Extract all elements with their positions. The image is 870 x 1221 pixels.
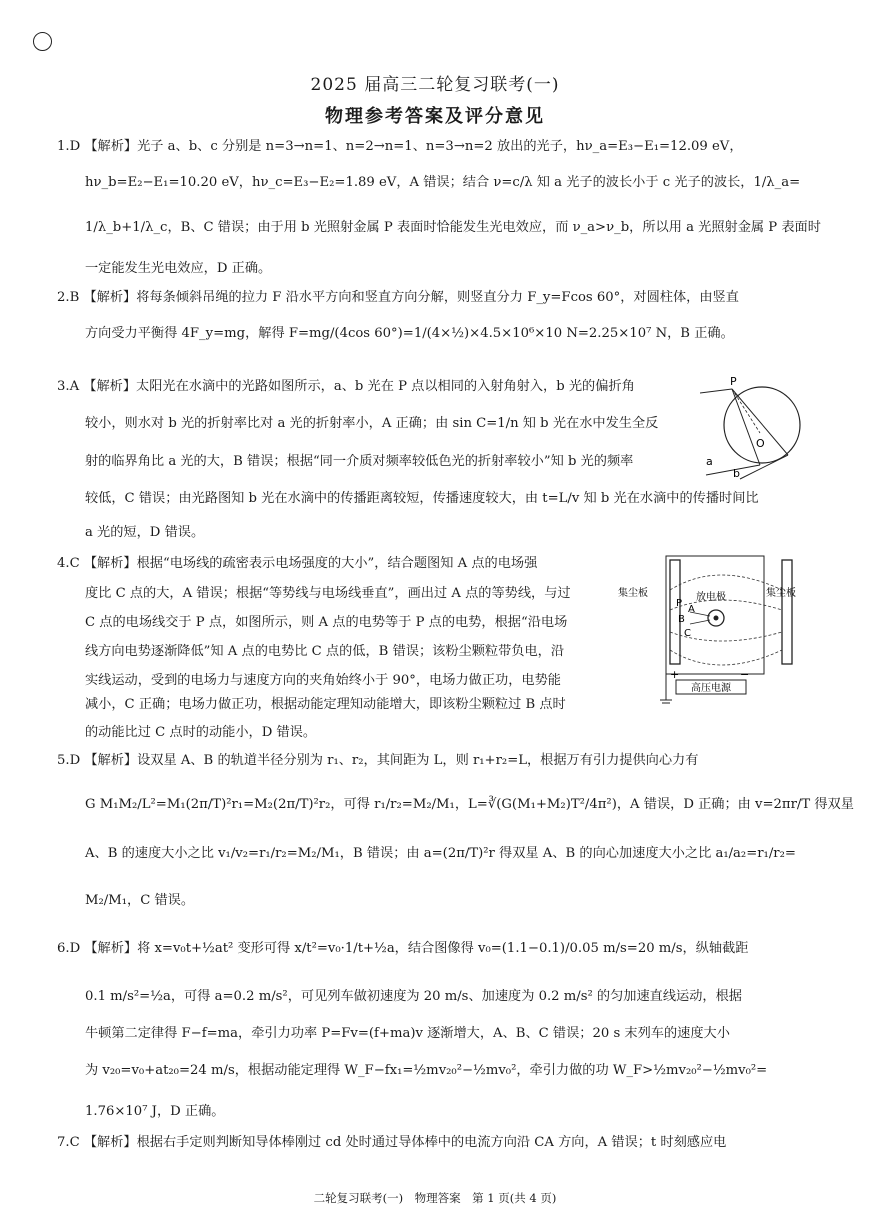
electrostatic-precipitator-figure: [618, 550, 810, 708]
q4-line-6: 减小，C 正确；电场力做正功，根据动能定理知动能增大，即该粉尘颗粒过 B 点时: [85, 697, 566, 712]
power-supply-label: 高压电源: [691, 683, 731, 694]
q3-line-3: 射的临界角比 a 光的大，B 错误；根据“同一介质对频率较低色光的折射率较小”知 b 光的频率: [85, 454, 634, 469]
q4-line-7: 的动能比过 C 点时的动能小，D 错误。: [85, 725, 317, 740]
q1-line-4: 一定能发生光电效应，D 正确。: [85, 261, 272, 276]
point-p: P: [676, 598, 683, 609]
left-collector-label: 集尘板: [618, 588, 648, 599]
plus-sign: +: [670, 668, 680, 681]
point-b: B: [678, 614, 685, 625]
q5-line-2: G M₁M₂/L²=M₁(2π/T)²r₁=M₂(2π/T)²r₂，可得 r₁/r₂=M₂/M₁，L=∛(G(M₁+M₂)T²/4π²)，A 错误，D 正确；由 v=2πr/T 得双星: [85, 797, 854, 812]
page-footer: 二轮复习联考(一) 物理答案 第 1 页(共 4 页): [313, 1191, 557, 1205]
q4-line-4: 线方向电势逐渐降低”知 A 点的电势比 C 点的低，B 错误；该粉尘颗粒带负电，沿: [85, 644, 565, 659]
q5-line-4: M₂/M₁，C 错误。: [85, 893, 195, 908]
q4-line-3: C 点的电场线交于 P 点，如图所示，则 A 点的电势等于 P 点的电势，根据“沿电场: [85, 615, 568, 630]
q1-line-3: 1/λ_b+1/λ_c，B、C 错误；由于用 b 光照射金属 P 表面时恰能发生光电效应，而 ν_a>ν_b，所以用 a 光照射金属 P 表面时: [85, 220, 821, 235]
q6-line-5: 1.76×10⁷ J，D 正确。: [85, 1104, 225, 1119]
q5-line-1: 5.D 【解析】设双星 A、B 的轨道半径分别为 r₁、r₂，其间距为 L，则 r₁+r₂=L，根据万有引力提供向心力有: [57, 753, 699, 768]
minus-sign: −: [740, 668, 750, 681]
q4-line-5: 实线运动，受到的电场力与速度方向的夹角始终小于 90°，电场力做正功，电势能: [85, 673, 561, 688]
q6-line-3: 牛顿第二定律得 F−f=ma，牵引力功率 P=Fv=(f+ma)v 逐渐增大，A、B、C 错误；20 s 末列车的速度大小: [85, 1026, 730, 1041]
point-c: C: [684, 628, 691, 639]
q6-line-4: 为 v₂₀=v₀+at₂₀=24 m/s，根据动能定理得 W_F−fx₁=½mv₂₀²−½mv₀²，牵引力做的功 W_F>½mv₂₀²−½mv₀²=: [85, 1063, 768, 1078]
q1-line-1: 1.D 【解析】光子 a、b、c 分别是 n=3→n=1、n=2→n=1、n=3→n=2 放出的光子，hν_a=E₃−E₁=12.09 eV，: [57, 139, 743, 154]
q3-line-2: 较小，则水对 b 光的折射率比对 a 光的折射率小，A 正确；由 sin C=1/n 知 b 光在水中发生全反: [85, 416, 659, 431]
label-a: a: [706, 455, 713, 468]
q3-line-4: 较低，C 错误；由光路图知 b 光在水滴中的传播距离较短，传播速度较大，由 t=L/v 知 b 光在水滴中的传播时间比: [85, 491, 759, 506]
label-b: b: [733, 467, 740, 480]
binding-hole-mark: [33, 32, 52, 51]
q1-line-2: hν_b=E₂−E₁=10.20 eV，hν_c=E₃−E₂=1.89 eV，A 错误；结合 ν=c/λ 知 a 光子的波长小于 c 光子的波长，1/λ_a=: [85, 175, 801, 190]
answer-key-title: 物理参考答案及评分意见: [325, 106, 545, 127]
q3-line-1: 3.A 【解析】太阳光在水滴中的光路如图所示，a、b 光在 P 点以相同的入射角射入，b 光的偏折角: [57, 379, 635, 394]
discharge-electrode-label: 放电极: [696, 592, 726, 603]
q2-line-2: 方向受力平衡得 4F_y=mg，解得 F=mg/(4cos 60°)=1/(4×½)×4.5×10⁶×10 N=2.25×10⁷ N，B 正确。: [85, 326, 734, 341]
q3-line-5: a 光的短，D 错误。: [85, 525, 205, 540]
q4-line-1: 4.C 【解析】根据“电场线的疏密表示电场强度的大小”，结合题图知 A 点的电场强: [57, 556, 538, 571]
exam-title: 2025 届高三二轮复习联考(一): [310, 75, 560, 95]
q4-line-2: 度比 C 点的大，A 错误；根据“等势线与电场线垂直”，画出过 A 点的等势线，与过: [85, 586, 571, 601]
q5-line-3: A、B 的速度大小之比 v₁/v₂=r₁/r₂=M₂/M₁，B 错误；由 a=(2π/T)²r 得双星 A、B 的向心加速度大小之比 a₁/a₂=r₁/r₂=: [85, 846, 796, 861]
q2-line-1: 2.B 【解析】将每条倾斜吊绳的拉力 F 沿水平方向和竖直方向分解，则竖直分力 F_y=Fcos 60°，对圆柱体，由竖直: [57, 290, 739, 305]
label-p: P: [730, 375, 737, 388]
right-collector-label: 集尘板: [766, 588, 796, 599]
q7-line-1: 7.C 【解析】根据右手定则判断知导体棒刚过 cd 处时通过导体棒中的电流方向沿 CA 方向，A 错误；t 时刻感应电: [57, 1135, 727, 1150]
q6-line-2: 0.1 m/s²=½a，可得 a=0.2 m/s²，可见列车做初速度为 20 m/s、加速度为 0.2 m/s² 的匀加速直线运动，根据: [85, 989, 742, 1004]
label-o: O: [756, 437, 765, 450]
q6-line-1: 6.D 【解析】将 x=v₀t+½at² 变形可得 x/t²=v₀·1/t+½a，结合图像得 v₀=(1.1−0.1)/0.05 m/s=20 m/s，纵轴截距: [57, 941, 749, 956]
raindrop-light-path-figure: [700, 375, 812, 481]
point-a: A: [688, 604, 695, 615]
